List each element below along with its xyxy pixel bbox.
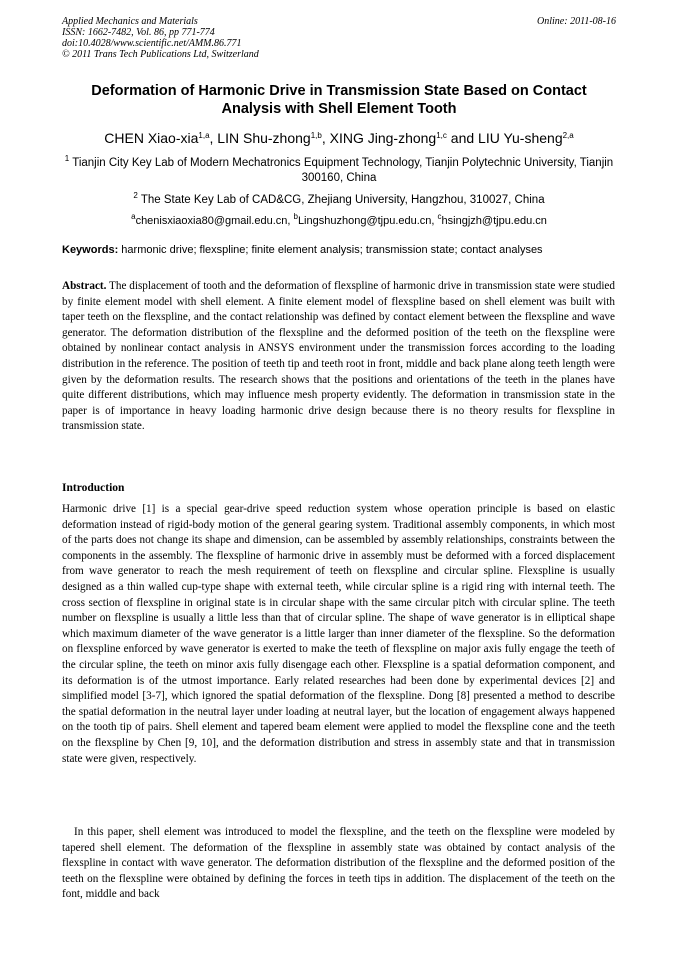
online-date: Online: 2011-08-16: [537, 16, 616, 27]
keywords: [62, 243, 622, 258]
journal-header: [62, 16, 616, 60]
email-mark: a: [131, 212, 136, 221]
journal-doi: doi:10.4028/www.scientific.net/AMM.86.771: [62, 38, 242, 49]
journal-name: Applied Mechanics and Materials: [62, 16, 198, 27]
journal-info: [62, 16, 616, 60]
email-mark: b: [293, 212, 298, 221]
introduction-paragraph-1: Harmonic drive [1] is a special gear-drive speed reduction system whose operation principle is based on elastic deformation instead of rigid-body motion of the general gearing system. Traditional assembly components, in which most of the parts does not change its shape and dimension, can be assembled by assembly relationships, constraints between the components in the assembly. The flexspline of harmonic drive in assembly must be deformed with a forced displacement from wave generator to reach the mesh requirement of teeth on flexspline and circular spline. Flexspline is usually designed as a thin walled cup-type shape with external teeth, while circular spline is a rigid ring with internal teeth. The cross section of flexspline in original state is in circular shape with the same circular pitch with circular spline. The teeth number on flexspline is usually a little less than that of circular spline. The shape of wave generator is in elliptical shape which maximum diameter of the wave generator is a little larger than inner diameter of the flexspline. So the deformation on flexspline enforced by wave generator is exerted to make the teeth of flexspline on major axis fully engage the teeth of the circular spline, the teeth on minor axis fully disengage each other. Flexspline is a spatial deformation component, and its deformation is of the utmost importance. Early related researches had been done by experimental devices [2] and simplified model [3-7], which ignored the spatial deformation of the flexspline. Dong [8] presented a method to describe the spatial deformation in the neutral layer under loading at neutral layer, but the location of engagement always happened on the tooth tip of pairs. Shell element and tapered beam element were applied to model the flexspline cone and the teeth on the flexspline by Chen [9, 10], and the deformation distribution and stress in assembly state and that in transmission state were given, respectively.: [62, 503, 615, 765]
email-mark: c: [437, 212, 442, 221]
keywords-text: harmonic drive; flexspline; finite element analysis; transmission state; contact analyses: [118, 244, 543, 256]
abstract-label: Abstract.: [62, 280, 107, 292]
author-emails: [62, 214, 616, 229]
author-name: , LIN Shu-zhong: [209, 130, 311, 146]
introduction-paragraph-2: In this paper, shell element was introduced to model the flexspline, and the teeth on the flexspline were modeled by tapered shell element. The deformation of the flexspline in assembly state was obtained by contact analysis of the flexspline in contact with wave generator. The deformation distribution of the flexspline and the deformed position of the teeth on the flexspline were obtained by defining the forces in teeth tips in addition. The displacement of the teeth on the font, middle and back: [62, 826, 615, 901]
paper-title: Deformation of Harmonic Drive in Transmission State Based on Contact Analysis with Shell Element Tooth: [91, 83, 587, 117]
section-heading-introduction: Introduction: [62, 482, 125, 494]
abstract-text: The displacement of tooth and the deformation of flexspline of harmonic drive in transmission state were studied by finite element model with shell element. A finite element model of flexspline based on shell element was built with taper teeth on the flexspline, and the contact relationship was defined by contact element between the flexspline and wave generator. The deformation distribution of the flexspline and the deformed position of the teeth on the flexspline were obtained by nonlinear contact analysis in ANSYS environment under the transmission forces according to the loading distribution in the reference. The position of teeth tip and teeth root in front, middle and back plane along teeth length were given by the deformation results. The research shows that the positions and orientations of the teeth in the planes have quite different distributions, which may influence mesh property evidently. The deformation in transmission state in the paper is of importance in heavy loading harmonic drive design because there is no theory results for flexspline in transmission state.: [62, 280, 615, 433]
affiliation-mark: 2: [133, 191, 138, 200]
keywords-label: Keywords:: [62, 244, 119, 256]
email-link[interactable]: hsingjzh@tjpu.edu.cn: [441, 215, 547, 227]
author-affiliation-mark: 1,b: [310, 131, 322, 140]
author-name: and LIU Yu-sheng: [446, 130, 563, 146]
author-affiliation-mark: 1,c: [436, 131, 447, 140]
author-name: , XING Jing-zhong: [321, 130, 437, 146]
email-link[interactable]: Lingshuzhong@tjpu.edu.cn,: [297, 215, 438, 227]
email-link[interactable]: chenisxiaoxia80@gmail.edu.cn,: [135, 215, 294, 227]
author-name: CHEN Xiao-xia: [104, 130, 199, 146]
author-affiliation-mark: 1,a: [198, 131, 210, 140]
affiliation-1: [62, 156, 616, 186]
journal-copyright: © 2011 Trans Tech Publications Ltd, Switzerland: [62, 49, 259, 60]
affiliation-2: [62, 193, 616, 208]
author-affiliation-mark: 2,a: [562, 131, 574, 140]
affiliation-mark: 1: [64, 154, 70, 163]
abstract: [62, 279, 615, 435]
journal-issn: ISSN: 1662-7482, Vol. 86, pp 771-774: [62, 27, 215, 38]
affiliation-text: Tianjin City Key Lab of Modern Mechatronics Equipment Technology, Tianjin Polytechnic University, Tianjin 300160, China: [69, 157, 614, 184]
author-list: [40, 130, 638, 147]
affiliation-text: The State Key Lab of CAD&CG, Zhejiang University, Hangzhou, 310027, China: [137, 194, 545, 206]
